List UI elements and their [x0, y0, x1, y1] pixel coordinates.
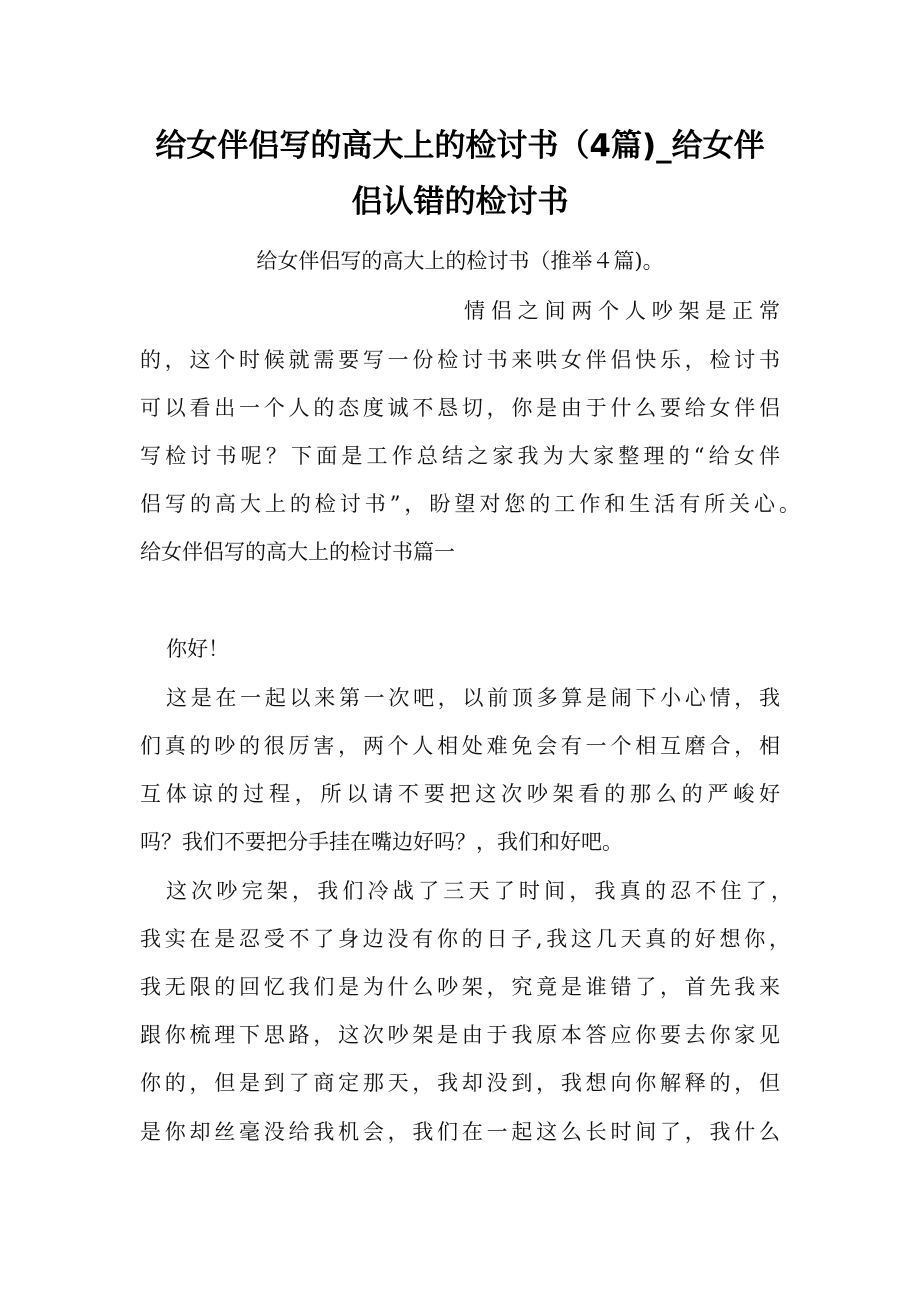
- body-line: 可以看出一个人的态度诚不恳切，你是由于什么要给女伴侣: [140, 396, 780, 420]
- body-line: 情侣之间两个人吵架是正常: [464, 299, 780, 323]
- document-title: 给女伴侣写的高大上的检讨书（4篇)_给女伴侣认错的检讨书: [155, 128, 765, 220]
- body-line: 是你却丝毫没给我机会，我们在一起这么长时间了，我什么: [140, 1120, 780, 1144]
- body-line: 们真的吵的很厉害，两个人相处难免会有一个相互磨合，相: [140, 734, 780, 758]
- body-line: 吗？我们不要把分手挂在嘴边好吗？，我们和好吧。: [140, 830, 623, 854]
- body-line: 的，这个时候就需要写一份检讨书来哄女伴侣快乐，检讨书: [140, 348, 780, 372]
- body-line: 你的，但是到了商定那天，我却没到，我想向你解释的，但: [140, 1071, 780, 1095]
- body-line: 我实在是忍受不了身边没有你的日子,我这几天真的好想你，: [140, 927, 790, 951]
- body-line: 跟你梳理下思路，这次吵架是由于我原本答应你要去你家见: [140, 1023, 780, 1047]
- section-heading: 给女伴侣写的高大上的检讨书篇一: [140, 540, 455, 564]
- body-line: 这是在一起以来第一次吧，以前顶多算是闹下小心情，我: [166, 686, 780, 710]
- body-line: 写检讨书呢？下面是工作总结之家我为大家整理的“给女伴: [140, 444, 780, 468]
- body-line: 我无限的回忆我们是为什么吵架，究竟是谁错了，首先我来: [140, 975, 780, 999]
- body-line: 这次吵完架，我们冷战了三天了时间，我真的忍不住了，: [166, 879, 792, 903]
- letter-greeting: 你好！: [166, 637, 229, 661]
- body-line: 互体谅的过程，所以请不要把这次吵架看的那么的严峻好: [140, 782, 780, 806]
- document-subtitle: 给女伴侣写的高大上的检讨书（推举４篇)。: [256, 249, 664, 273]
- body-line: 侣写的高大上的检讨书”，盼望对您的工作和生活有所关心。: [140, 492, 800, 516]
